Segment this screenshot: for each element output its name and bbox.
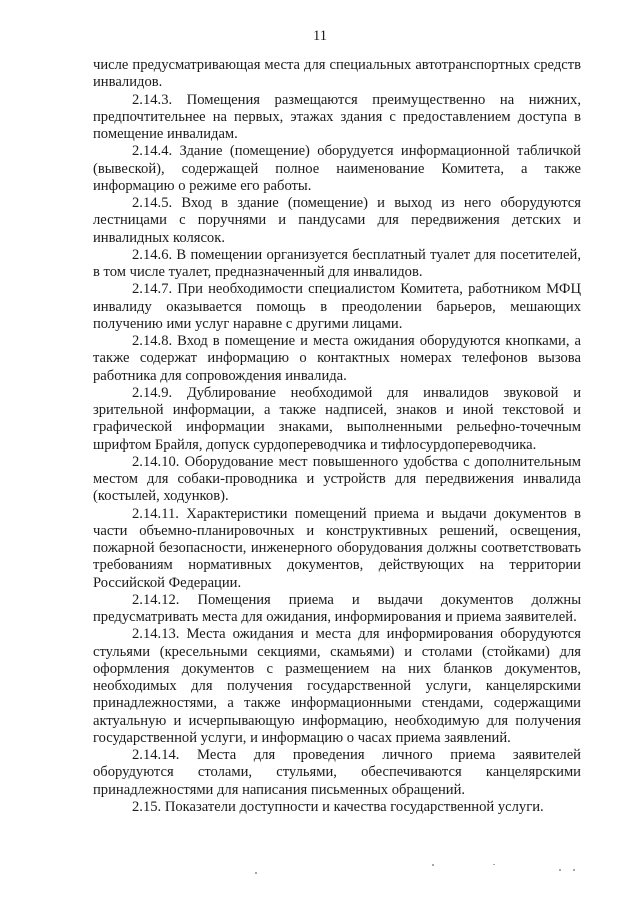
scan-speck — [573, 869, 575, 871]
paragraph-2-14-4: 2.14.4. Здание (помещение) оборудуется информационной табличкой (вывеской), содержащей полное наименование Комитета, а также информацию о режиме его работы. — [93, 143, 581, 194]
paragraph-2-14-14: 2.14.14. Места для проведения личного приема заявителей оборудуются столами, стульями, обеспечиваются канцелярскими принадлежностями для написания письменных обращений. — [93, 747, 581, 798]
paragraph-2-14-13: 2.14.13. Места ожидания и места для информирования оборудуются стульями (кресельными секциями, скамьями) и столами (стойками) для оформления документов с размещением на них бланков документов, необходимых для получения государственной услуги, канцелярскими принадлежностями, а также информационными стендами, содержащими актуальную и исчерпывающую информацию, необходимую для получения государственной услуги, и информацию о часах приема заявлений. — [93, 626, 581, 746]
document-body — [93, 57, 581, 816]
scan-speck — [559, 869, 561, 871]
page-number: 11 — [313, 28, 327, 44]
paragraph-2-14-9: 2.14.9. Дублирование необходимой для инвалидов звуковой и зрительной информации, а также надписей, знаков и иной текстовой и графической информации знаками, выполненными рельефно-точечным шрифтом Брайля, допуск сурдопереводчика и тифлосурдопереводчика. — [93, 384, 581, 453]
paragraph-2-14-10: 2.14.10. Оборудование мест повышенного удобства с дополнительным местом для собаки-проводника и устройств для передвижения инвалида (костылей, ходунков). — [93, 453, 581, 505]
paragraph-2-14-11: 2.14.11. Характеристики помещений приема и выдачи документов в части объемно-планировочных и конструктивных решений, освещения, пожарной безопасности, инженерного оборудования должны соответствовать требованиям нормативных документов, действующих на территории Российской Федерации. — [93, 505, 581, 591]
paragraph-2-14-6: 2.14.6. В помещении организуется бесплатный туалет для посетителей, в том числе туалет, предназначенный для инвалидов. — [93, 246, 581, 280]
paragraph-2-14-12: 2.14.12. Помещения приема и выдачи документов должны предусматривать места для ожидания, информирования и приема заявителей. — [93, 591, 581, 625]
paragraph-2-14-5: 2.14.5. Вход в здание (помещение) и выход из него оборудуются лестницами с поручнями и пандусами для передвижения детских и инвалидных колясок. — [93, 195, 581, 246]
paragraph-2-15: 2.15. Показатели доступности и качества государственной услуги. — [132, 798, 544, 815]
paragraph-2-14-7: 2.14.7. При необходимости специалистом Комитета, работником МФЦ инвалиду оказывается помощь в преодолении барьеров, мешающих получению ими услуг наравне с другими лицами. — [93, 281, 581, 332]
paragraph-2-14-3: 2.14.3. Помещения размещаются преимущественно на нижних, предпочтительнее на первых, этажах здания с предоставлением доступа в помещение инвалидам. — [93, 91, 581, 142]
paragraph-continuation: числе предусматривающая места для специальных автотранспортных средств инвалидов. — [93, 57, 581, 91]
scan-speck — [255, 872, 257, 874]
paragraph-2-14-8: 2.14.8. Вход в помещение и места ожидания оборудуются кнопками, а также содержат информацию о контактных номерах телефонов вызова работника для сопровождения инвалида. — [93, 333, 581, 384]
scan-speck — [493, 864, 495, 865]
scan-speck — [432, 864, 434, 866]
